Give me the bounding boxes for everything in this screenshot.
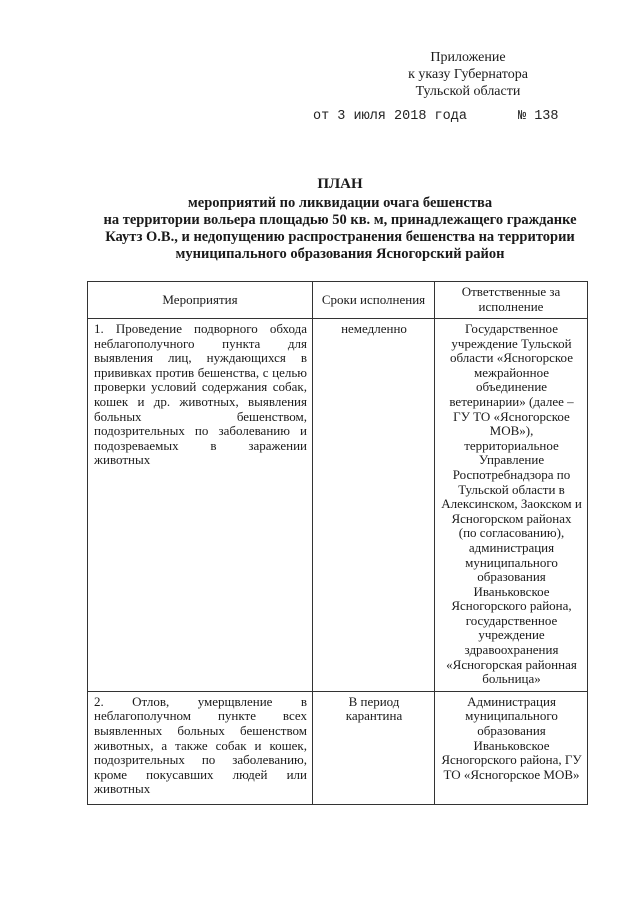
row-term: В период карантина — [313, 691, 435, 804]
plan-table — [87, 281, 588, 805]
table-row — [88, 691, 588, 804]
header-responsible: Ответственные за исполнение — [435, 282, 588, 319]
title-line-1: мероприятий по ликвидации очага бешенства — [187, 195, 493, 211]
header-terms: Сроки исполнения — [313, 282, 435, 319]
document-title — [60, 176, 620, 263]
row-responsible: Администрация муниципального образования Иваньковское Ясногорского района, ГУ ТО «Ясногорское МОВ» — [435, 691, 588, 804]
row-event: 2. Отлов, умерщвление в неблагополучном пункте всех выявленных больных бешенством животных, а также собак и кошек, подозрительных по заболеванию, кроме покусавших людей или животных — [88, 691, 313, 804]
row-term: немедленно — [313, 319, 435, 692]
table-row — [88, 319, 588, 692]
row-responsible: Государственное учреждение Тульской области «Ясногорское межрайонное объединение ветеринарии» (далее – ГУ ТО «Ясногорское МОВ»), территориальное Управление Роспотребнадзора по Тульской области в Алексинском, Заокском и Ясногорском районах (по согласованию), администрация муниципального образования Иваньковское Ясногорского района, государственное учреждение здравоохранения «Ясногорская районная больница» — [435, 319, 588, 692]
header-events: Мероприятия — [88, 282, 313, 319]
order-number: № 138 — [518, 109, 559, 124]
appendix-block — [358, 49, 578, 100]
table-header-row — [88, 282, 588, 319]
row-event: 1. Проведение подворного обхода неблагополучного пункта для выявления лиц, нуждающихся в прививках против бешенства, с целью проверки условий содержания собак, кошек и др. животных, выявления больных бешенством, подозрительных по заболеванию и подозреваемых в заражении животных — [88, 319, 313, 692]
title-line-4: муниципального образования Ясногорский район — [175, 246, 505, 262]
title-line-3: Каутз О.В., и недопущению распространения бешенства на территории — [105, 229, 575, 245]
appendix-line-1: Приложение — [430, 50, 506, 65]
title-heading: ПЛАН — [317, 176, 363, 192]
appendix-line-2: к указу Губернатора — [408, 67, 528, 82]
title-line-2: на территории вольера площадью 50 кв. м, принадлежащего гражданке — [103, 212, 577, 228]
appendix-line-3: Тульской области — [415, 84, 521, 99]
order-date: от 3 июля 2018 года — [313, 109, 467, 124]
